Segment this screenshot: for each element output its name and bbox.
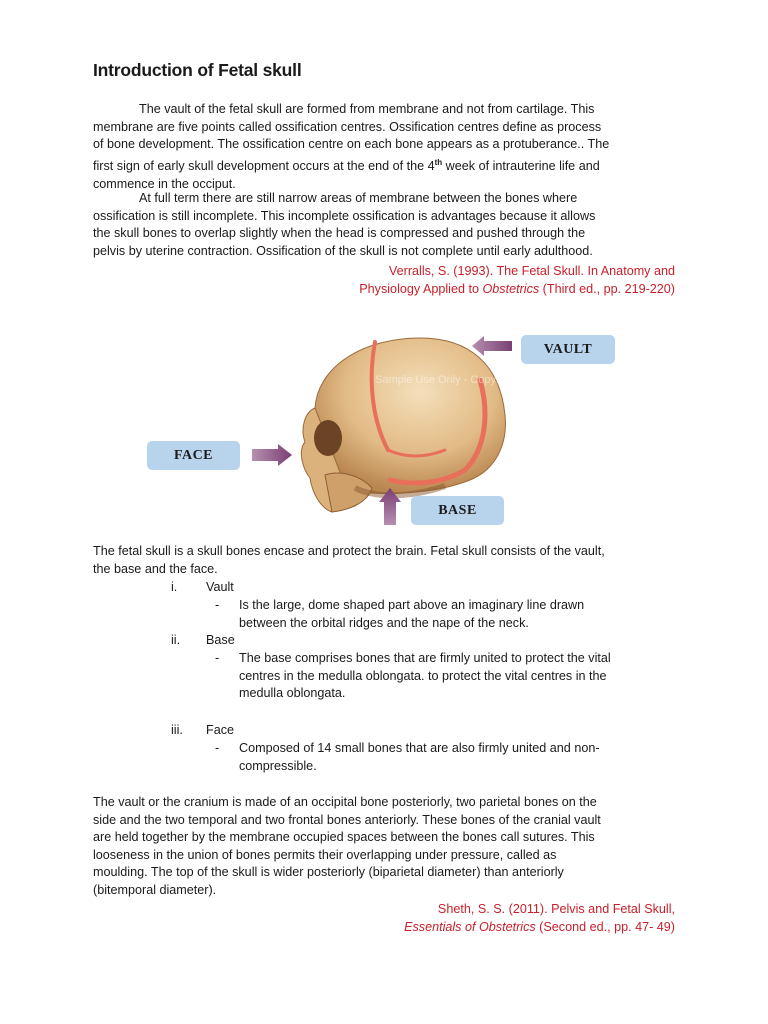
citation-line: Verralls, S. (1993). The Fetal Skull. In Anatomy and (388, 264, 675, 278)
list-heading-vault: Vault (206, 580, 234, 594)
list-dash: - (215, 598, 220, 612)
list-number: i. (171, 580, 178, 594)
list-desc-base (239, 650, 659, 703)
fetal-skull-figure (140, 320, 630, 535)
list-dash: - (215, 651, 220, 665)
text-line: The vault of the fetal skull are formed from membrane and not from cartilage. This (139, 102, 595, 116)
watermark-text: Sample Use Only - Copyright (375, 374, 518, 386)
text-line: At full term there are still narrow areas of membrane between the bones where (139, 191, 578, 205)
vault-label: VAULT (521, 335, 615, 364)
orbit-shape (314, 420, 342, 456)
text-line: of bone development. The ossification centre on each bone appears as a protuberance.. The (93, 137, 610, 152)
base-label: BASE (411, 496, 504, 525)
citation-line: Sheth, S. S. (2011). Pelvis and Fetal Skull, (437, 902, 675, 916)
cranium-paragraph (93, 794, 675, 900)
list-heading-base: Base (206, 633, 235, 647)
text-line: ossification is still incomplete. This incomplete ossification is advantages because it allows (93, 208, 596, 223)
text-line: Composed of 14 small bones that are also firmly united and non- (239, 741, 600, 755)
text-line: Is the large, dome shaped part above an imaginary line drawn (239, 598, 585, 612)
face-arrow-icon (252, 444, 292, 466)
text-line: side and the two temporal and two frontal bones anteriorly. These bones of the cranial vault (93, 812, 601, 827)
list-number: iii. (171, 723, 183, 737)
text-line: commence in the occiput. (93, 176, 236, 191)
text-line: medulla oblongata. (239, 686, 346, 701)
list-heading-face: Face (206, 723, 234, 737)
text-line: looseness in the union of bones permits their overlapping under pressure, called as (93, 847, 557, 862)
skull-parts-list (93, 579, 675, 779)
text-line: centres in the medulla oblongata. to protect the vital centres in the (239, 668, 607, 683)
face-label: FACE (147, 441, 240, 470)
citation-line: Essentials of Obstetrics (Second ed., pp. 47- 49) (404, 920, 675, 934)
text-line: pelvis by uterine contraction. Ossification of the skull is not complete until early adulthood. (93, 243, 593, 258)
summary-paragraph (93, 543, 675, 578)
page-title: Introduction of Fetal skull (93, 60, 302, 80)
list-desc-face (239, 740, 659, 775)
text-line: The vault or the cranium is made of an occipital bone posteriorly, two parietal bones on the (93, 795, 597, 809)
cranium-shape (315, 338, 505, 494)
text-line: the base and the face. (93, 561, 218, 576)
list-desc-vault (239, 597, 659, 632)
superscript: th (434, 157, 443, 167)
text-line: (bitemporal diameter). (93, 882, 217, 897)
text-line: compressible. (239, 758, 317, 773)
text-line: membrane are five points called ossification centres. Ossification centres define as process (93, 119, 602, 134)
citation-sheth (404, 900, 675, 936)
vault-arrow-icon (472, 336, 512, 356)
text-line: the skull bones to overlap slightly when the head is compressed and pushed through the (93, 226, 586, 241)
text-line: between the orbital ridges and the nape of the neck. (239, 615, 529, 630)
text-line: are held together by the membrane occupied spaces between the bones call sutures. This (93, 830, 595, 845)
text-line: moulding. The top of the skull is wider posteriorly (biparietal diameter) than anteriorly (93, 865, 564, 880)
intro-paragraph-1 (93, 101, 675, 193)
text-line: The fetal skull is a skull bones encase and protect the brain. Fetal skull consists of the vault, (93, 544, 605, 558)
list-number: ii. (171, 633, 181, 647)
intro-paragraph-2 (93, 190, 675, 260)
citation-verralls (359, 262, 675, 298)
citation-line: Physiology Applied to Obstetrics (Third ed., pp. 219-220) (359, 282, 675, 296)
list-dash: - (215, 741, 220, 755)
text-line: The base comprises bones that are firmly united to protect the vital (239, 651, 611, 665)
text-line: first sign of early skull development occurs at the end of the 4th week of intrauterine life and (93, 157, 600, 173)
